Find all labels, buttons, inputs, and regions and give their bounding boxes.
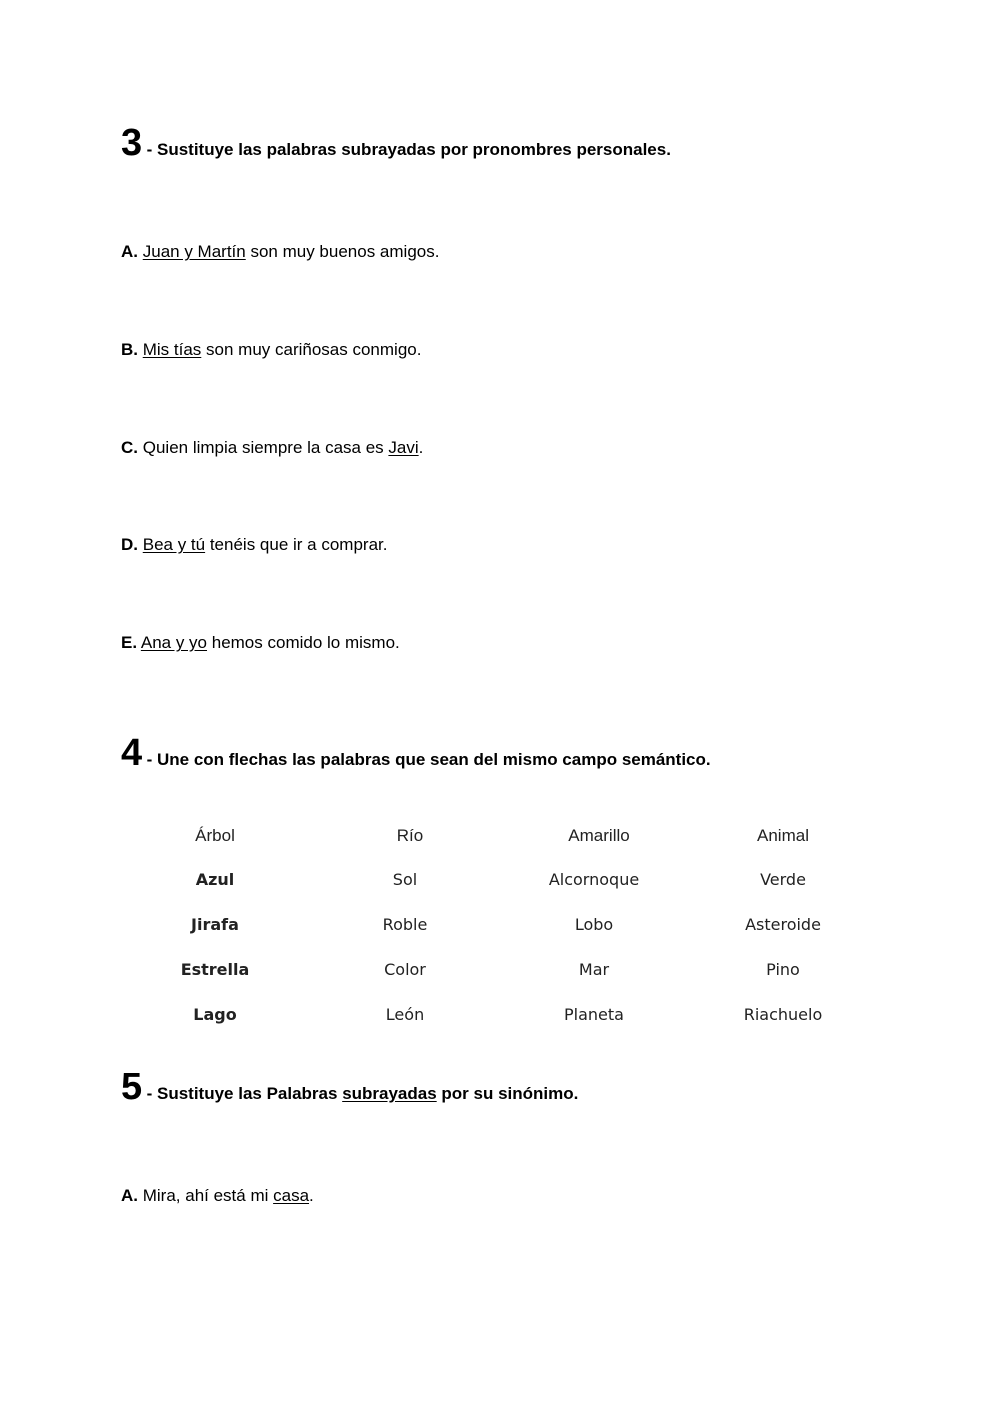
sentence-label: A. — [121, 1186, 138, 1205]
sentence-3e — [121, 633, 400, 653]
section-4-heading — [121, 732, 711, 775]
word-cell: Riachuelo — [743, 1005, 823, 1024]
word-cell: Roble — [382, 915, 428, 934]
sentence-3b — [121, 340, 421, 360]
underlined-words: subrayadas — [342, 1084, 437, 1103]
word-cell: Azul — [195, 870, 235, 889]
underlined-words: Ana y yo — [140, 633, 208, 652]
word-cell: Río — [396, 826, 424, 845]
word-cell: Animal — [757, 826, 809, 845]
section-number: 5 — [121, 1066, 143, 1108]
word-cell: Asteroide — [745, 915, 821, 934]
underlined-words: Juan y Martín — [142, 242, 246, 261]
word-cell: Lobo — [574, 915, 614, 934]
sentence-text: . — [309, 1186, 314, 1205]
word-cell: Sol — [392, 870, 418, 889]
word-cell: Árbol — [195, 826, 235, 845]
word-cell: Lago — [193, 1005, 237, 1024]
underlined-words: Mis tías — [142, 340, 202, 359]
word-cell: Pino — [766, 960, 800, 979]
word-cell: Jirafa — [191, 915, 239, 934]
sentence-label: E. — [121, 633, 138, 652]
section-5-heading — [121, 1066, 578, 1109]
word-cell: Alcornoque — [548, 870, 640, 889]
sentence-3a — [121, 242, 439, 262]
sentence-text: . — [418, 438, 424, 457]
section-number: 3 — [121, 122, 143, 164]
section-instruction: - Sustituye las palabras subrayadas por pronombres personales. — [146, 140, 671, 159]
sentence-label: D. — [121, 535, 138, 554]
word-cell: Verde — [760, 870, 806, 889]
underlined-words: Bea y tú — [142, 535, 206, 554]
sentence-text: Mira, ahí está mi — [142, 1186, 274, 1205]
word-cell: Planeta — [564, 1005, 624, 1024]
sentence-text: hemos comido lo mismo. — [207, 633, 400, 652]
section-3-heading — [121, 122, 671, 165]
section-number: 4 — [121, 732, 143, 774]
sentence-3d — [121, 535, 387, 555]
section-instruction: - Sustituye las Palabras — [146, 1084, 343, 1103]
word-cell: Amarillo — [568, 826, 630, 845]
underlined-words: casa — [273, 1186, 310, 1205]
sentence-label: B. — [121, 340, 138, 359]
sentence-3c — [121, 438, 423, 458]
sentence-text: son muy cariñosas conmigo. — [201, 340, 422, 359]
sentence-text: tenéis que ir a comprar. — [205, 535, 388, 554]
section-instruction: - Une con flechas las palabras que sean del mismo campo semántico. — [146, 750, 711, 769]
sentence-text: son muy buenos amigos. — [245, 242, 440, 261]
sentence-text: Quien limpia siempre la casa es — [142, 438, 389, 457]
sentence-5a — [121, 1186, 314, 1206]
sentence-label: C. — [121, 438, 138, 457]
section-instruction: por su sinónimo. — [436, 1084, 579, 1103]
underlined-words: Javi — [388, 438, 419, 457]
word-cell: León — [385, 1005, 425, 1024]
word-cell: Color — [384, 960, 426, 979]
word-cell: Mar — [578, 960, 610, 979]
sentence-label: A. — [121, 242, 138, 261]
word-cell: Estrella — [180, 960, 250, 979]
